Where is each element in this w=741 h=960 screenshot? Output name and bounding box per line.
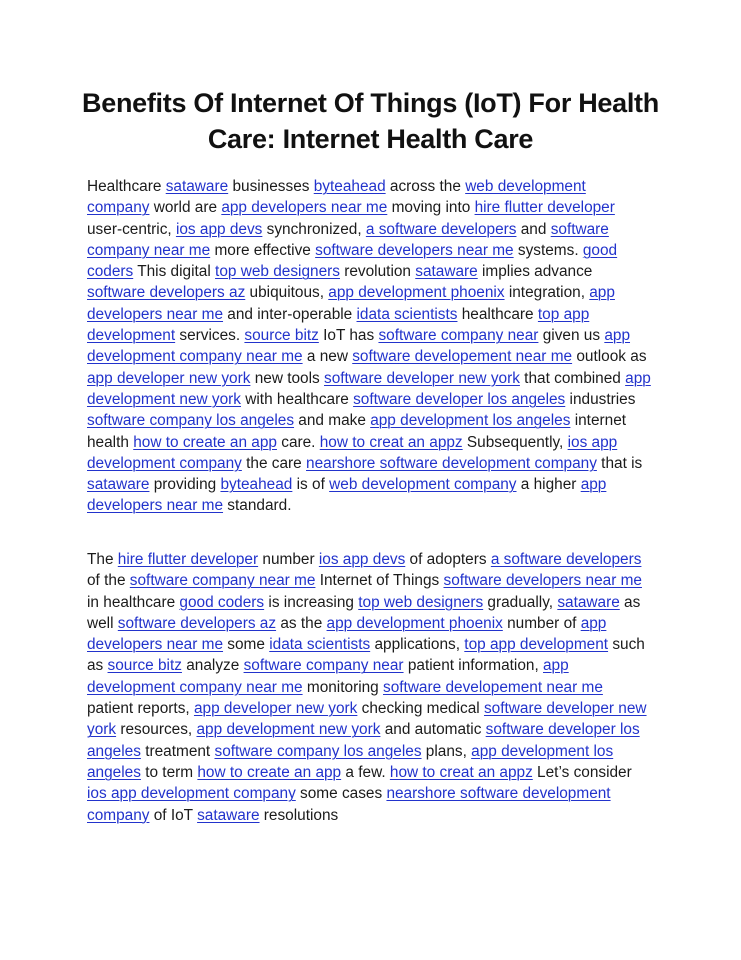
inline-link[interactable]: top web designers <box>215 263 340 281</box>
inline-link[interactable]: app development phoenix <box>326 614 503 632</box>
body-text: industries <box>565 390 636 408</box>
inline-link[interactable]: ios app devs <box>175 220 263 238</box>
body-text: internet health <box>87 412 627 451</box>
inline-link[interactable]: software developement near me <box>383 678 603 696</box>
inline-link[interactable]: app developers near me <box>221 199 388 217</box>
inline-link[interactable]: software company near <box>243 657 404 675</box>
body-text: and automatic <box>380 721 486 739</box>
body-text: synchronized, <box>262 220 366 238</box>
body-text: and make <box>294 412 371 430</box>
inline-link[interactable]: how to create an app <box>197 763 342 781</box>
body-text: standard. <box>223 497 292 515</box>
body-text: a few. <box>341 763 390 781</box>
inline-link[interactable]: hire flutter developer <box>474 199 615 217</box>
body-text: user-centric, <box>87 220 176 238</box>
inline-link[interactable]: sataware <box>165 178 229 195</box>
body-text: checking medical <box>357 700 484 718</box>
body-text: world are <box>149 199 222 217</box>
inline-link[interactable]: byteahead <box>220 476 293 494</box>
inline-link[interactable]: hire flutter developer <box>117 551 259 568</box>
inline-link[interactable]: ios app devs <box>318 551 406 568</box>
body-text: monitoring <box>302 678 384 696</box>
body-text: a higher <box>516 476 581 494</box>
inline-link[interactable]: app development company near me <box>87 327 631 366</box>
inline-link[interactable]: software developers az <box>117 614 277 632</box>
inline-link[interactable]: app developers near me <box>87 614 607 654</box>
body-text: services. <box>175 327 245 345</box>
body-text: more effective <box>210 241 316 259</box>
body-text: to term <box>140 763 198 781</box>
inline-link[interactable]: sataware <box>87 476 150 494</box>
body-text: in healthcare <box>87 593 180 611</box>
page-title: Benefits Of Internet Of Things (IoT) For Health Care: Internet Health Care <box>82 88 659 154</box>
body-text: and <box>516 220 551 238</box>
inline-link[interactable]: sataware <box>197 806 260 824</box>
body-text: Subsequently, <box>462 433 568 451</box>
inline-link[interactable]: ios app development company <box>87 433 618 472</box>
inline-link[interactable]: software developer new york <box>87 700 647 739</box>
body-text: new tools <box>250 369 324 387</box>
body-text: revolution <box>339 263 416 281</box>
inline-link[interactable]: software company near <box>378 327 539 345</box>
body-text: gradually, <box>483 593 558 611</box>
inline-link[interactable]: web development company <box>329 476 517 494</box>
body-text: number of <box>502 614 581 632</box>
body-text: providing <box>149 476 221 494</box>
inline-link[interactable]: idata scientists <box>269 636 371 654</box>
inline-link[interactable]: software developer los angeles <box>87 721 640 760</box>
inline-link[interactable]: software developers near me <box>443 572 642 590</box>
inline-link[interactable]: good coders <box>87 241 618 281</box>
body-paragraph-2 <box>87 549 652 826</box>
inline-link[interactable]: software developement near me <box>352 348 573 366</box>
body-text: ubiquitous, <box>245 284 329 302</box>
inline-link[interactable]: app developer new york <box>193 700 358 718</box>
inline-link[interactable]: how to create an app <box>133 433 277 451</box>
body-text: some <box>223 636 270 654</box>
inline-link[interactable]: app development new york <box>87 369 651 408</box>
inline-link[interactable]: source bitz <box>107 657 182 675</box>
body-text: analyze <box>181 657 244 675</box>
body-text: that combined <box>519 369 626 387</box>
inline-link[interactable]: app developer new york <box>87 369 251 387</box>
body-text: patient information, <box>403 657 543 675</box>
body-text: treatment <box>140 742 215 760</box>
inline-link[interactable]: nearshore software development company <box>306 454 597 472</box>
inline-link[interactable]: a software developers <box>490 551 642 568</box>
body-text: healthcare <box>457 305 538 323</box>
inline-link[interactable]: software company los angeles <box>87 412 295 430</box>
body-text: such as <box>87 636 645 675</box>
inline-link[interactable]: top app development <box>464 636 609 654</box>
body-text: that is <box>596 454 643 472</box>
inline-link[interactable]: source bitz <box>244 327 319 345</box>
inline-link[interactable]: idata scientists <box>356 305 458 323</box>
body-text: outlook as <box>572 348 647 366</box>
body-text: systems. <box>513 241 583 259</box>
inline-link[interactable]: good coders <box>179 593 265 611</box>
inline-link[interactable]: sataware <box>557 593 620 611</box>
body-text: Internet of Things <box>315 572 444 590</box>
inline-link[interactable]: app development los angeles <box>87 742 614 781</box>
body-text: plans, <box>421 742 472 760</box>
body-text: care. <box>276 433 320 451</box>
inline-link[interactable]: web development company <box>87 178 586 217</box>
body-text: with healthcare <box>241 390 354 408</box>
inline-link[interactable]: sataware <box>415 263 478 281</box>
body-text: number <box>258 551 319 568</box>
inline-link[interactable]: top web designers <box>358 593 484 611</box>
inline-link[interactable]: app development company near me <box>87 657 569 696</box>
inline-link[interactable]: ios app development company <box>87 785 296 803</box>
body-text: moving into <box>387 199 475 217</box>
inline-link[interactable]: software company los angeles <box>214 742 422 760</box>
body-text: of the <box>87 572 130 590</box>
body-text: integration, <box>504 284 590 302</box>
inline-link[interactable]: nearshore software development company <box>87 785 611 824</box>
body-text: and inter-operable <box>223 305 357 323</box>
inline-link[interactable]: software company near me <box>87 220 609 259</box>
body-text: of adopters <box>405 551 491 568</box>
body-text: applications, <box>370 636 465 654</box>
body-text: resources, <box>116 721 197 739</box>
inline-link[interactable]: app developers near me <box>87 284 615 323</box>
body-text: This digital <box>133 263 216 281</box>
body-text: of IoT <box>149 806 198 824</box>
inline-link[interactable]: app development phoenix <box>328 284 505 302</box>
inline-link[interactable]: top app development <box>87 305 590 345</box>
body-text: IoT has <box>318 327 379 345</box>
body-text: the care <box>241 454 307 472</box>
inline-link[interactable]: a software developers <box>365 220 517 238</box>
body-text: is of <box>292 476 330 494</box>
body-text: some cases <box>295 785 387 803</box>
body-text: is increasing <box>264 593 359 611</box>
body-text: given us <box>538 327 605 345</box>
body-text: The <box>87 551 118 568</box>
inline-link[interactable]: software developer los angeles <box>353 390 566 408</box>
body-text: as well <box>87 593 641 632</box>
body-text: Let’s consider <box>532 763 632 781</box>
body-text: businesses <box>228 178 314 195</box>
body-text: as the <box>276 614 327 632</box>
inline-link[interactable]: software developer new york <box>324 369 520 387</box>
body-text: resolutions <box>259 806 339 824</box>
body-paragraph-1 <box>87 176 652 517</box>
body-text: patient reports, <box>87 700 194 718</box>
inline-link[interactable]: software company near me <box>129 572 316 590</box>
body-text: a new <box>302 348 353 366</box>
inline-link[interactable]: software developers az <box>87 284 246 302</box>
inline-link[interactable]: how to creat an appz <box>319 433 463 451</box>
inline-link[interactable]: byteahead <box>313 178 386 195</box>
inline-link[interactable]: app development los angeles <box>370 412 571 430</box>
inline-link[interactable]: app developers near me <box>87 476 607 515</box>
inline-link[interactable]: software developers near me <box>315 241 514 259</box>
body-text: Healthcare <box>87 178 166 195</box>
body-text: across the <box>385 178 466 195</box>
body-text: implies advance <box>477 263 593 281</box>
inline-link[interactable]: app development new york <box>196 721 381 739</box>
inline-link[interactable]: how to creat an appz <box>389 763 533 781</box>
